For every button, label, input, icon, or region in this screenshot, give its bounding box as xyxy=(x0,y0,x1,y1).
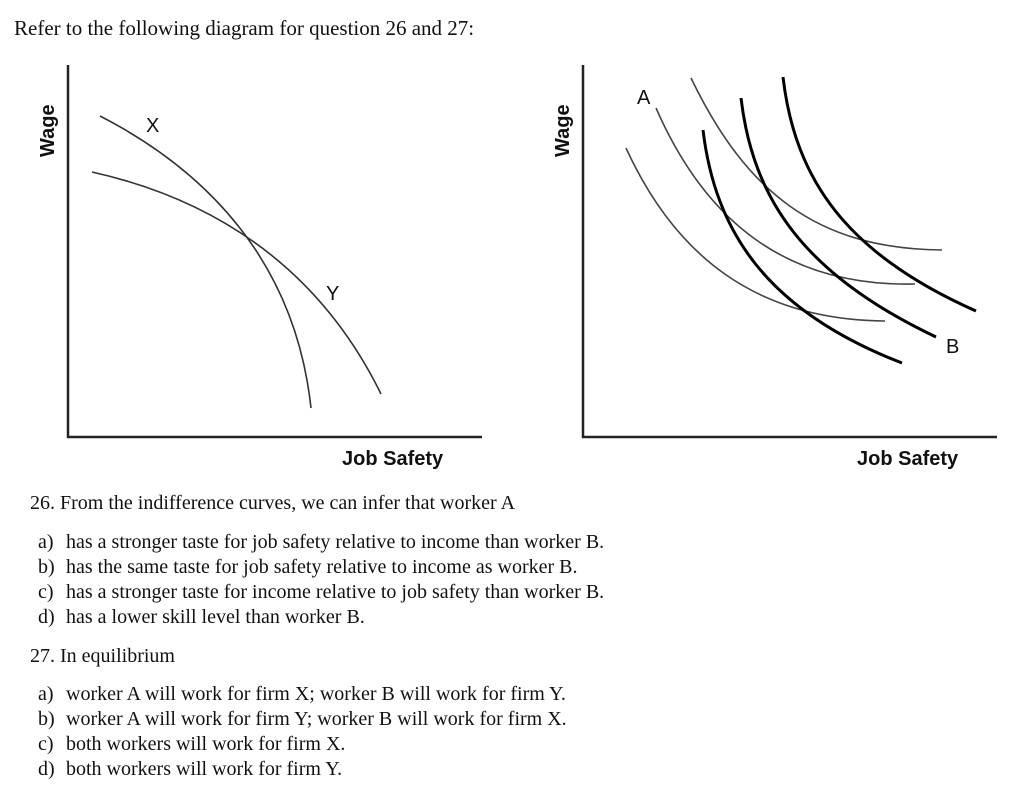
option-label: d) xyxy=(38,758,55,780)
question-27-option-c xyxy=(38,733,345,756)
curve-a-label: A xyxy=(637,87,651,109)
question-number: 27. xyxy=(30,645,55,667)
option-label: a) xyxy=(38,531,54,553)
option-label: a) xyxy=(38,683,54,705)
curve-a-2 xyxy=(656,108,915,284)
question-text: In equilibrium xyxy=(60,645,175,667)
option-text: both workers will work for firm Y. xyxy=(66,758,343,780)
option-label: d) xyxy=(38,606,55,628)
option-text: worker A will work for firm X; worker B will work for firm Y. xyxy=(66,683,566,705)
question-27-option-a xyxy=(38,683,566,706)
question-26-option-d xyxy=(38,606,365,629)
option-text: has the same taste for job safety relative to income as worker B. xyxy=(66,556,578,578)
question-27-option-b xyxy=(38,708,567,731)
y-axis-label: Wage xyxy=(37,104,59,157)
intro-text: Refer to the following diagram for question 26 and 27: xyxy=(14,16,475,40)
option-label: c) xyxy=(38,733,54,755)
question-27-option-d xyxy=(38,758,342,781)
curve-y-label: Y xyxy=(326,283,340,305)
curve-b-label: B xyxy=(946,336,960,358)
indifference-curves-diagram xyxy=(545,60,1015,480)
option-label: c) xyxy=(38,581,54,603)
option-text: worker A will work for firm Y; worker B will work for firm X. xyxy=(66,708,567,730)
x-axis-label: Job Safety xyxy=(342,448,444,470)
option-text: has a stronger taste for income relative to job safety than worker B. xyxy=(66,581,605,603)
y-axis-label: Wage xyxy=(552,104,574,157)
curve-b-3 xyxy=(783,77,976,311)
option-text: has a stronger taste for job safety relative to income than worker B. xyxy=(66,531,605,553)
question-27 xyxy=(30,645,175,668)
curve-b-2 xyxy=(741,98,936,337)
question-26-option-b xyxy=(38,556,578,579)
x-axis-label: Job Safety xyxy=(857,448,959,470)
offer-curves-diagram xyxy=(30,60,500,480)
question-26 xyxy=(30,492,515,515)
question-26-option-c xyxy=(38,581,604,604)
curve-b-1 xyxy=(703,130,902,363)
question-text: From the indifference curves, we can infer that worker A xyxy=(60,492,516,514)
option-label: b) xyxy=(38,556,55,578)
option-label: b) xyxy=(38,708,55,730)
option-text: both workers will work for firm X. xyxy=(66,733,346,755)
question-number: 26. xyxy=(30,492,55,514)
question-26-option-a xyxy=(38,531,604,554)
option-text: has a lower skill level than worker B. xyxy=(66,606,365,628)
curve-x-label: X xyxy=(146,115,160,137)
